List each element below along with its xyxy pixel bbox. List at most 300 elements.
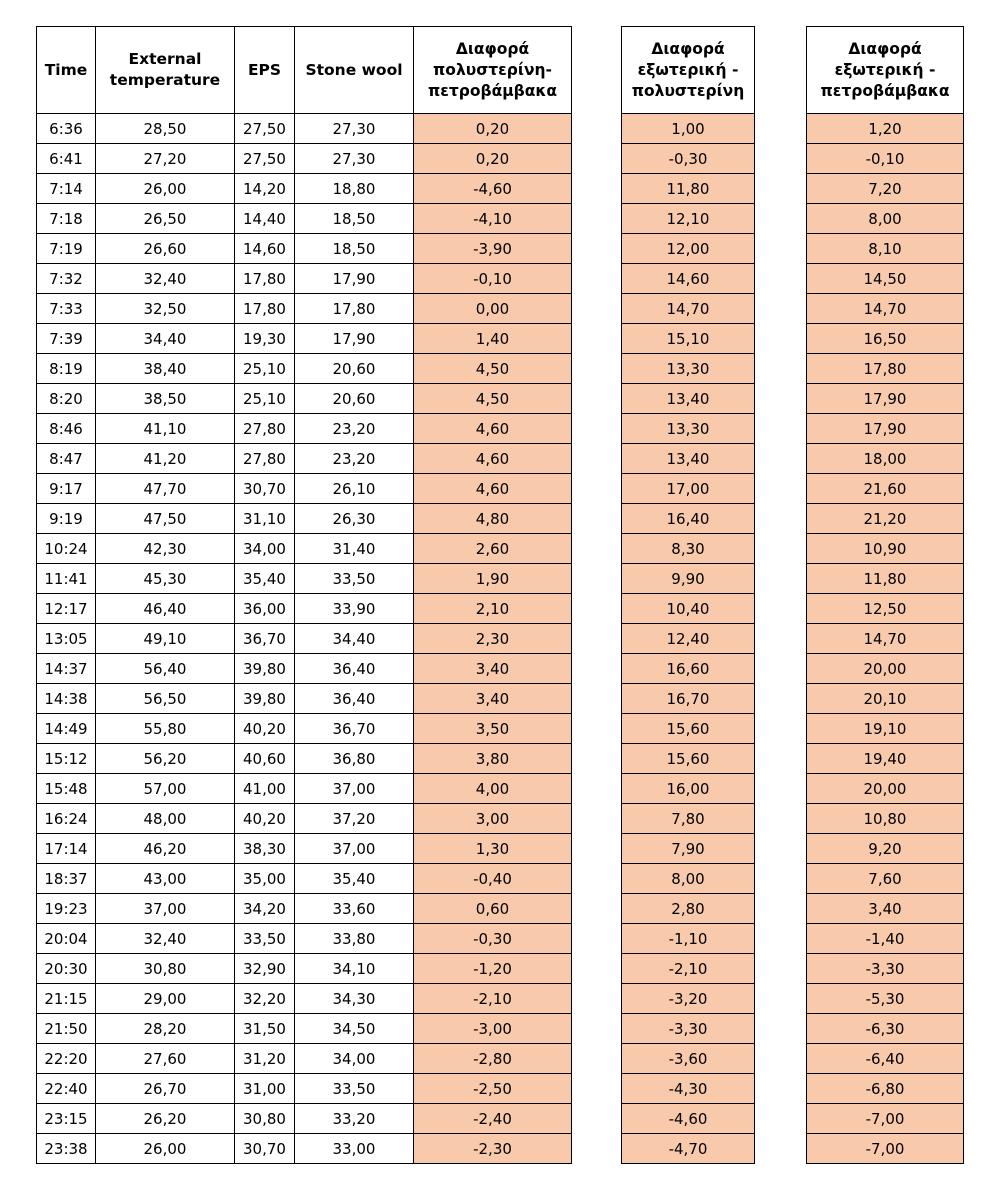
eps-cell: 32,20 xyxy=(235,984,295,1014)
eps-cell: 30,80 xyxy=(235,1104,295,1134)
table-row xyxy=(622,864,755,894)
table-row xyxy=(807,354,964,384)
time-cell: 9:19 xyxy=(37,504,96,534)
table-row xyxy=(37,504,572,534)
external-temperature-cell: 26,00 xyxy=(96,1134,235,1164)
diff-external-eps-cell: 16,40 xyxy=(622,504,755,534)
diff-external-eps-cell: -2,10 xyxy=(622,954,755,984)
table-row xyxy=(807,234,964,264)
diff-external-stone-wool-cell: 12,50 xyxy=(807,594,964,624)
table-row xyxy=(807,114,964,144)
diff-external-eps-table xyxy=(621,26,755,1164)
diff-eps-stone-wool-cell: -2,80 xyxy=(414,1044,572,1074)
stone-wool-cell: 26,10 xyxy=(295,474,414,504)
diff-external-stone-wool-cell: -6,30 xyxy=(807,1014,964,1044)
stone-wool-cell: 34,10 xyxy=(295,954,414,984)
stone-wool-cell: 35,40 xyxy=(295,864,414,894)
table-row xyxy=(37,1074,572,1104)
eps-cell: 36,00 xyxy=(235,594,295,624)
stone-wool-cell: 33,50 xyxy=(295,564,414,594)
table-row xyxy=(807,174,964,204)
diff-external-stone-wool-cell: -7,00 xyxy=(807,1104,964,1134)
diff-external-stone-wool-cell: 16,50 xyxy=(807,324,964,354)
diff-external-stone-wool-cell: 10,80 xyxy=(807,804,964,834)
table-row xyxy=(622,1044,755,1074)
diff-external-eps-cell: -4,70 xyxy=(622,1134,755,1164)
external-temperature-cell: 43,00 xyxy=(96,864,235,894)
time-cell: 15:48 xyxy=(37,774,96,804)
table-row xyxy=(622,954,755,984)
table-row xyxy=(807,654,964,684)
external-temperature-cell: 56,50 xyxy=(96,684,235,714)
table-row xyxy=(37,564,572,594)
external-temperature-cell: 45,30 xyxy=(96,564,235,594)
table-row xyxy=(622,774,755,804)
table-row xyxy=(807,414,964,444)
table-row xyxy=(622,384,755,414)
diff-external-stone-wool-cell: 20,10 xyxy=(807,684,964,714)
table-row xyxy=(622,624,755,654)
eps-cell: 36,70 xyxy=(235,624,295,654)
stone-wool-cell: 33,50 xyxy=(295,1074,414,1104)
table-row xyxy=(807,804,964,834)
diff-external-eps-cell: 16,70 xyxy=(622,684,755,714)
stone-wool-cell: 36,40 xyxy=(295,684,414,714)
diff-external-eps-cell: -3,30 xyxy=(622,1014,755,1044)
time-cell: 8:20 xyxy=(37,384,96,414)
diff-external-stone-wool-cell: 7,60 xyxy=(807,864,964,894)
diff-eps-stone-wool-cell: 2,60 xyxy=(414,534,572,564)
table-row xyxy=(807,294,964,324)
eps-cell: 39,80 xyxy=(235,654,295,684)
diff-external-stone-wool-cell: -0,10 xyxy=(807,144,964,174)
diff-eps-stone-wool-cell: -2,50 xyxy=(414,1074,572,1104)
table-row xyxy=(37,624,572,654)
eps-cell: 35,40 xyxy=(235,564,295,594)
diff-external-stone-wool-cell: 17,80 xyxy=(807,354,964,384)
time-cell: 23:38 xyxy=(37,1134,96,1164)
table-row xyxy=(622,474,755,504)
header-eps: EPS xyxy=(235,27,295,114)
diff-eps-stone-wool-cell: 0,60 xyxy=(414,894,572,924)
table-row xyxy=(37,984,572,1014)
diff-eps-stone-wool-cell: -0,10 xyxy=(414,264,572,294)
diff-external-eps-cell: 14,70 xyxy=(622,294,755,324)
stone-wool-cell: 33,00 xyxy=(295,1134,414,1164)
external-temperature-cell: 26,00 xyxy=(96,174,235,204)
table-row xyxy=(37,774,572,804)
table-row xyxy=(807,924,964,954)
table-row xyxy=(807,534,964,564)
table-row xyxy=(37,474,572,504)
table-row xyxy=(622,654,755,684)
time-cell: 14:49 xyxy=(37,714,96,744)
table-row xyxy=(37,354,572,384)
external-temperature-cell: 29,00 xyxy=(96,984,235,1014)
diff-eps-stone-wool-cell: 3,40 xyxy=(414,684,572,714)
time-cell: 23:15 xyxy=(37,1104,96,1134)
diff-external-eps-cell: 9,90 xyxy=(622,564,755,594)
time-cell: 7:39 xyxy=(37,324,96,354)
diff-external-eps-cell: 12,40 xyxy=(622,624,755,654)
diff-external-stone-wool-cell: 20,00 xyxy=(807,654,964,684)
header-diff-external-eps: Διαφορά εξωτερική - πολυστερίνη xyxy=(622,27,755,114)
external-temperature-cell: 42,30 xyxy=(96,534,235,564)
table-row xyxy=(37,174,572,204)
stone-wool-cell: 18,80 xyxy=(295,174,414,204)
diff-eps-stone-wool-cell: 1,90 xyxy=(414,564,572,594)
stone-wool-cell: 18,50 xyxy=(295,234,414,264)
diff-external-eps-cell: 14,60 xyxy=(622,264,755,294)
diff-external-eps-cell: -4,60 xyxy=(622,1104,755,1134)
eps-cell: 31,00 xyxy=(235,1074,295,1104)
diff-external-eps-cell: -3,60 xyxy=(622,1044,755,1074)
table-row xyxy=(807,744,964,774)
diff-eps-stone-wool-cell: -4,10 xyxy=(414,204,572,234)
eps-cell: 31,50 xyxy=(235,1014,295,1044)
table-row xyxy=(807,624,964,654)
table-row xyxy=(622,444,755,474)
table-row xyxy=(807,144,964,174)
header-external-temperature: External temperature xyxy=(96,27,235,114)
diff-eps-stone-wool-cell: -2,30 xyxy=(414,1134,572,1164)
table-row xyxy=(37,1104,572,1134)
stone-wool-cell: 37,00 xyxy=(295,834,414,864)
stone-wool-cell: 23,20 xyxy=(295,444,414,474)
time-cell: 6:41 xyxy=(37,144,96,174)
table-row xyxy=(622,234,755,264)
time-cell: 20:04 xyxy=(37,924,96,954)
diff-external-eps-cell: 15,10 xyxy=(622,324,755,354)
diff-external-stone-wool-cell: 14,70 xyxy=(807,294,964,324)
diff-eps-stone-wool-cell: 0,20 xyxy=(414,114,572,144)
diff-external-stone-wool-cell: 14,50 xyxy=(807,264,964,294)
time-cell: 15:12 xyxy=(37,744,96,774)
table-row xyxy=(622,924,755,954)
stone-wool-cell: 33,60 xyxy=(295,894,414,924)
stone-wool-cell: 26,30 xyxy=(295,504,414,534)
stone-wool-cell: 36,40 xyxy=(295,654,414,684)
diff-eps-stone-wool-cell: -1,20 xyxy=(414,954,572,984)
table-row xyxy=(807,714,964,744)
stone-wool-cell: 31,40 xyxy=(295,534,414,564)
diff-external-stone-wool-cell: 14,70 xyxy=(807,624,964,654)
stone-wool-cell: 34,00 xyxy=(295,1044,414,1074)
table-row xyxy=(807,504,964,534)
table-row xyxy=(622,1014,755,1044)
table-row xyxy=(622,834,755,864)
table-row xyxy=(807,984,964,1014)
diff-external-stone-wool-cell: 20,00 xyxy=(807,774,964,804)
time-cell: 7:32 xyxy=(37,264,96,294)
stone-wool-cell: 17,90 xyxy=(295,324,414,354)
table-row xyxy=(37,114,572,144)
table-row xyxy=(807,384,964,414)
eps-cell: 31,10 xyxy=(235,504,295,534)
diff-eps-stone-wool-cell: -3,90 xyxy=(414,234,572,264)
stone-wool-cell: 37,00 xyxy=(295,774,414,804)
table-row xyxy=(622,804,755,834)
eps-cell: 40,20 xyxy=(235,804,295,834)
time-cell: 18:37 xyxy=(37,864,96,894)
time-cell: 14:37 xyxy=(37,654,96,684)
table-row xyxy=(37,144,572,174)
diff-external-stone-wool-cell: 21,60 xyxy=(807,474,964,504)
eps-cell: 30,70 xyxy=(235,1134,295,1164)
stone-wool-cell: 34,40 xyxy=(295,624,414,654)
diff-eps-stone-wool-cell: -0,30 xyxy=(414,924,572,954)
eps-cell: 27,50 xyxy=(235,144,295,174)
time-cell: 8:46 xyxy=(37,414,96,444)
eps-cell: 38,30 xyxy=(235,834,295,864)
table-row xyxy=(807,564,964,594)
diff-external-eps-cell: 15,60 xyxy=(622,714,755,744)
diff-external-stone-wool-cell: -7,00 xyxy=(807,1134,964,1164)
stone-wool-cell: 17,90 xyxy=(295,264,414,294)
table-row xyxy=(807,834,964,864)
eps-cell: 31,20 xyxy=(235,1044,295,1074)
stone-wool-cell: 20,60 xyxy=(295,354,414,384)
external-temperature-cell: 41,20 xyxy=(96,444,235,474)
diff-eps-stone-wool-cell: 4,60 xyxy=(414,474,572,504)
time-cell: 10:24 xyxy=(37,534,96,564)
time-cell: 17:14 xyxy=(37,834,96,864)
table-row xyxy=(37,324,572,354)
diff-external-eps-cell: -3,20 xyxy=(622,984,755,1014)
diff-external-eps-cell: 15,60 xyxy=(622,744,755,774)
eps-cell: 40,20 xyxy=(235,714,295,744)
table-row xyxy=(37,714,572,744)
external-temperature-cell: 56,40 xyxy=(96,654,235,684)
table-row xyxy=(622,264,755,294)
table-row xyxy=(807,1044,964,1074)
external-temperature-cell: 49,10 xyxy=(96,624,235,654)
stone-wool-cell: 34,30 xyxy=(295,984,414,1014)
table-row xyxy=(37,594,572,624)
stone-wool-cell: 20,60 xyxy=(295,384,414,414)
table-row xyxy=(807,324,964,354)
table-row xyxy=(622,354,755,384)
diff-external-stone-wool-cell: 7,20 xyxy=(807,174,964,204)
table-row xyxy=(622,1074,755,1104)
time-cell: 21:15 xyxy=(37,984,96,1014)
header-time: Time xyxy=(37,27,96,114)
external-temperature-cell: 32,50 xyxy=(96,294,235,324)
header-row xyxy=(37,27,572,114)
table-row xyxy=(807,894,964,924)
table-row xyxy=(807,204,964,234)
table-row xyxy=(622,594,755,624)
table-row xyxy=(622,984,755,1014)
diff-external-eps-cell: 16,60 xyxy=(622,654,755,684)
diff-eps-stone-wool-cell: 4,80 xyxy=(414,504,572,534)
diff-eps-stone-wool-cell: 2,10 xyxy=(414,594,572,624)
table-row xyxy=(807,594,964,624)
eps-cell: 27,80 xyxy=(235,414,295,444)
table-row xyxy=(37,444,572,474)
diff-external-eps-cell: 1,00 xyxy=(622,114,755,144)
external-temperature-cell: 27,60 xyxy=(96,1044,235,1074)
diff-external-eps-cell: 7,90 xyxy=(622,834,755,864)
table-row xyxy=(37,204,572,234)
diff-eps-stone-wool-cell: 4,60 xyxy=(414,444,572,474)
table-row xyxy=(622,1134,755,1164)
table-row xyxy=(37,234,572,264)
diff-eps-stone-wool-cell: 3,40 xyxy=(414,654,572,684)
eps-cell: 25,10 xyxy=(235,354,295,384)
diff-external-eps-cell: 11,80 xyxy=(622,174,755,204)
eps-cell: 19,30 xyxy=(235,324,295,354)
table-row xyxy=(807,954,964,984)
diff-external-stone-wool-cell: 19,10 xyxy=(807,714,964,744)
diff-eps-stone-wool-cell: 4,50 xyxy=(414,354,572,384)
external-temperature-cell: 32,40 xyxy=(96,924,235,954)
diff-eps-stone-wool-cell: -3,00 xyxy=(414,1014,572,1044)
table-row xyxy=(37,864,572,894)
diff-eps-stone-wool-cell: 4,60 xyxy=(414,414,572,444)
diff-external-eps-cell: 8,00 xyxy=(622,864,755,894)
diff-eps-stone-wool-cell: 2,30 xyxy=(414,624,572,654)
temperature-table xyxy=(36,26,572,1164)
eps-cell: 14,60 xyxy=(235,234,295,264)
time-cell: 21:50 xyxy=(37,1014,96,1044)
external-temperature-cell: 26,50 xyxy=(96,204,235,234)
diff-external-stone-wool-table xyxy=(806,26,964,1164)
diff-eps-stone-wool-cell: 3,50 xyxy=(414,714,572,744)
diff-external-stone-wool-cell: 19,40 xyxy=(807,744,964,774)
external-temperature-cell: 41,10 xyxy=(96,414,235,444)
table-row xyxy=(622,144,755,174)
table-row xyxy=(37,804,572,834)
table-row xyxy=(622,714,755,744)
table-row xyxy=(37,744,572,774)
diff-external-eps-cell: -0,30 xyxy=(622,144,755,174)
external-temperature-cell: 46,20 xyxy=(96,834,235,864)
table-row xyxy=(622,114,755,144)
external-temperature-cell: 28,20 xyxy=(96,1014,235,1044)
table-row xyxy=(37,264,572,294)
stone-wool-cell: 17,80 xyxy=(295,294,414,324)
stone-wool-cell: 27,30 xyxy=(295,114,414,144)
diff-external-stone-wool-cell: -5,30 xyxy=(807,984,964,1014)
table-row xyxy=(37,384,572,414)
header-row xyxy=(807,27,964,114)
diff-eps-stone-wool-cell: 3,80 xyxy=(414,744,572,774)
eps-cell: 34,20 xyxy=(235,894,295,924)
diff-external-stone-wool-cell: 9,20 xyxy=(807,834,964,864)
stone-wool-cell: 34,50 xyxy=(295,1014,414,1044)
external-temperature-cell: 38,40 xyxy=(96,354,235,384)
time-cell: 7:14 xyxy=(37,174,96,204)
header-stone-wool: Stone wool xyxy=(295,27,414,114)
header-diff-external-stone-wool: Διαφορά εξωτερική - πετροβάμβακα xyxy=(807,27,964,114)
table-row xyxy=(37,654,572,684)
time-cell: 19:23 xyxy=(37,894,96,924)
diff-eps-stone-wool-cell: 4,00 xyxy=(414,774,572,804)
external-temperature-cell: 47,70 xyxy=(96,474,235,504)
table-row xyxy=(807,1104,964,1134)
external-temperature-cell: 32,40 xyxy=(96,264,235,294)
time-cell: 13:05 xyxy=(37,624,96,654)
table-row xyxy=(807,444,964,474)
time-cell: 7:33 xyxy=(37,294,96,324)
external-temperature-cell: 55,80 xyxy=(96,714,235,744)
stone-wool-cell: 33,80 xyxy=(295,924,414,954)
eps-cell: 27,50 xyxy=(235,114,295,144)
table-row xyxy=(807,1014,964,1044)
diff-external-eps-cell: -4,30 xyxy=(622,1074,755,1104)
table-row xyxy=(622,294,755,324)
header-row xyxy=(622,27,755,114)
table-row xyxy=(622,414,755,444)
table-row xyxy=(807,684,964,714)
eps-cell: 40,60 xyxy=(235,744,295,774)
stone-wool-cell: 37,20 xyxy=(295,804,414,834)
eps-cell: 41,00 xyxy=(235,774,295,804)
diff-external-stone-wool-cell: -6,80 xyxy=(807,1074,964,1104)
diff-external-stone-wool-cell: 8,10 xyxy=(807,234,964,264)
eps-cell: 34,00 xyxy=(235,534,295,564)
external-temperature-cell: 30,80 xyxy=(96,954,235,984)
diff-eps-stone-wool-cell: 4,50 xyxy=(414,384,572,414)
diff-external-eps-cell: 10,40 xyxy=(622,594,755,624)
table-row xyxy=(37,1044,572,1074)
time-cell: 8:47 xyxy=(37,444,96,474)
stone-wool-cell: 36,80 xyxy=(295,744,414,774)
diff-external-eps-cell: 12,10 xyxy=(622,204,755,234)
external-temperature-cell: 37,00 xyxy=(96,894,235,924)
time-cell: 7:19 xyxy=(37,234,96,264)
table-row xyxy=(807,774,964,804)
table-row xyxy=(37,684,572,714)
diff-eps-stone-wool-cell: 0,00 xyxy=(414,294,572,324)
diff-external-stone-wool-cell: 17,90 xyxy=(807,384,964,414)
external-temperature-cell: 26,60 xyxy=(96,234,235,264)
table-row xyxy=(622,324,755,354)
eps-cell: 17,80 xyxy=(235,294,295,324)
table-row xyxy=(807,1134,964,1164)
table-row xyxy=(807,1074,964,1104)
diff-external-stone-wool-cell: 17,90 xyxy=(807,414,964,444)
header-diff-eps-stone-wool: Διαφορά πολυστερίνη-πετροβάμβακα xyxy=(414,27,572,114)
eps-cell: 17,80 xyxy=(235,264,295,294)
diff-eps-stone-wool-cell: -2,40 xyxy=(414,1104,572,1134)
diff-external-eps-cell: 13,40 xyxy=(622,384,755,414)
stone-wool-cell: 23,20 xyxy=(295,414,414,444)
external-temperature-cell: 26,20 xyxy=(96,1104,235,1134)
stone-wool-cell: 36,70 xyxy=(295,714,414,744)
time-cell: 8:19 xyxy=(37,354,96,384)
external-temperature-cell: 28,50 xyxy=(96,114,235,144)
table-row xyxy=(37,954,572,984)
eps-cell: 32,90 xyxy=(235,954,295,984)
diff-external-eps-cell: 13,40 xyxy=(622,444,755,474)
external-temperature-cell: 48,00 xyxy=(96,804,235,834)
eps-cell: 33,50 xyxy=(235,924,295,954)
diff-eps-stone-wool-cell: 3,00 xyxy=(414,804,572,834)
diff-external-stone-wool-cell: 10,90 xyxy=(807,534,964,564)
table-row xyxy=(622,504,755,534)
table-row xyxy=(807,474,964,504)
diff-eps-stone-wool-cell: 1,30 xyxy=(414,834,572,864)
table-row xyxy=(622,1104,755,1134)
diff-external-stone-wool-cell: 21,20 xyxy=(807,504,964,534)
diff-external-eps-cell: 12,00 xyxy=(622,234,755,264)
diff-external-eps-cell: 16,00 xyxy=(622,774,755,804)
external-temperature-cell: 27,20 xyxy=(96,144,235,174)
diff-external-stone-wool-cell: 8,00 xyxy=(807,204,964,234)
diff-external-eps-cell: 7,80 xyxy=(622,804,755,834)
